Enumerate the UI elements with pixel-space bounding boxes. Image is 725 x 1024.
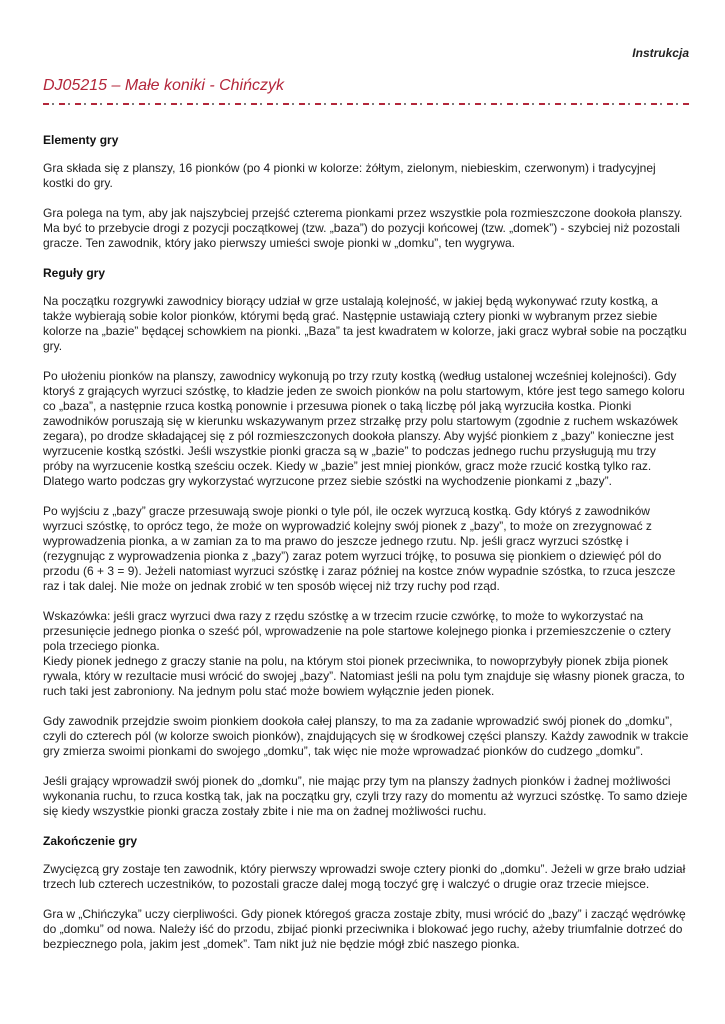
document-body [43,133,689,967]
paragraph: Na początku rozgrywki zawodnicy biorący udział w grze ustalają kolejność, w jakiej będą wykonywać rzuty kostką, a także wybierają sobie kolor pionków, którymi będą grać. Następnie ustawiają cztery pionki w wybranym przez siebie kolorze na „bazie” będącej schowkiem na pionki. „Baza” ta jest kwadratem w kolorze, jaki gracz wybrał sobie na początku gry. [43,294,687,353]
section-game-rules [43,266,689,819]
section-game-end [43,834,689,952]
title-divider [43,103,689,105]
section-heading: Elementy gry [43,133,119,147]
header-label: Instrukcja [632,46,689,60]
paragraph: Wskazówka: jeśli gracz wyrzuci dwa razy z rzędu szóstkę a w trzecim rzucie czwórkę, to może to wykorzystać na przesunięcie jednego pionka o sześć pól, wprowadzenie na pole startowe kolejnego pionka i przemieszczenie o cztery pola trzeciego pionka. [43,609,671,653]
paragraph: Kiedy pionek jednego z graczy stanie na polu, na którym stoi pionek przeciwnika, to nowoprzybyły pionek zbija pionek rywala, który w rezultacie musi wrócić do swojej „bazy”. Natomiast jeśli na polu tym znajduje się własny pionek gracza, to ruch taki jest zabroniony. Na jednym polu stać może bowiem wyłącznie jeden pionek. [43,654,685,698]
paragraph: Zwycięzcą gry zostaje ten zawodnik, który pierwszy wprowadzi swoje cztery pionki do „domku”. Jeżeli w grze brało udział trzech lub czterech uczestników, to pozostali gracze dalej mogą toczyć grę i walczyć o drugie oraz trzecie miejsce. [43,862,686,891]
paragraph: Gra polega na tym, aby jak najszybciej przejść czterema pionkami przez wszystkie pola rozmieszczone dookoła planszy. Ma być to przebycie drogi z pozycji początkowej (tzw. „baza”) do pozycji końcowej (tzw. „domek”) - szybciej niż pozostali gracze. Ten zawodnik, który jako pierwszy umieści swoje pionki w „domku”, ten wygrywa. [43,206,683,250]
section-game-elements [43,133,689,251]
document-title: DJ05215 – Małe koniki - Chińczyk [43,77,284,94]
paragraph: Po ułożeniu pionków na planszy, zawodnicy wykonują po trzy rzuty kostką (według ustalonej wcześniej kolejności). Gdy ktoryś z grających wyrzuci szóstkę, to kładzie jeden ze swoich pionków na polu startowym, które jest tego samego koloru co „baza”, a następnie rzuca kostką ponownie i przesuwa pionek o taką liczbę pól jaką wyrzuciła kostka. Pionki zawodników poruszają się w kierunku wskazywanym przez strzałkę przy polu startowym (zgodnie z ruchem wskazówek zegara), po drodze składającej się z pól rozmieszczonych dookoła planszy. Aby wyjść pionkiem z „bazy” konieczne jest wyrzucenie kostką szóstki. Jeśli wszystkie pionki gracza są w „bazie” to podczas jednego ruchu przysługują mu trzy próby na wyrzucenie kostką sześciu oczek. Kiedy w „bazie” jest mniej pionków, gracz może rzucić kostką tylko raz. Dlatego warto podczas gry wykorzystać wyrzucone przez siebie szóstki na wychodzenie pionkami z „bazy”. [43,369,685,488]
paragraph: Gdy zawodnik przejdzie swoim pionkiem dookoła całej planszy, to ma za zadanie wprowadzić swój pionek do „domku”, czyli do czterech pól (w kolorze swoich pionków), znajdujących się w środkowej części planszy. Każdy zawodnik w trakcie gry zmierza swoimi pionkami do swojego „domku”, tak więc nie może wprowadzać pionków do cudzego „domku”. [43,714,689,758]
paragraph: Gra składa się z planszy, 16 pionków (po 4 pionki w kolorze: żółtym, zielonym, niebieskim, czerwonym) i tradycyjnej kostki do gry. [43,161,656,190]
paragraph: Jeśli grający wprowadził swój pionek do „domku”, nie mając przy tym na planszy żadnych pionków i żadnej możliwości wykonania ruchu, to rzuca kostką tak, jak na początku gry, czyli trzy razy do momentu aż wyrzuci szóstkę. To samo dzieje się kiedy wszystkie pionki gracza zostały zbite i nie ma on żadnej możliwości ruchu. [43,774,688,818]
paragraph: Po wyjściu z „bazy” gracze przesuwają swoje pionki o tyle pól, ile oczek wyrzucą kostką. Gdy któryś z zawodników wyrzuci szóstkę, to oprócz tego, że może on wyprowadzić kolejny swój pionek z „bazy”, to może on zrezygnować z wyprowadzenia pionka, a w zamian za to ma prawo do jeszcze jednego rzutu. Np. jeśli gracz wyrzuci szóstkę i (rezygnując z wyprowadzenia pionka z „bazy”) zaraz potem wyrzuci trójkę, to posuwa się pionkiem o dziewięć pól do przodu (6 + 3 = 9). Jeżeli natomiast wyrzuci szóstkę i zaraz później na kostce znów wypadnie szóstka, to rzuca jeszcze raz i tak dalej. Nie może on jednak zrobić w ten sposób więcej niż trzy ruchy pod rząd. [43,504,676,593]
section-heading: Zakończenie gry [43,834,138,848]
paragraph: Gra w „Chińczyka” uczy cierpliwości. Gdy pionek któregoś gracza zostaje zbity, musi wrócić do „bazy” i zacząć wędrówkę do „domku” od nowa. Należy iść do przodu, zbijać pionki przeciwnika i blokować jego ruchy, ażeby triumfalnie dotrzeć do bezpiecznego pola, jakim jest „domek”. Tam nikt już nie będzie mógł zbić naszego pionka. [43,907,686,951]
section-heading: Reguły gry [43,266,106,280]
